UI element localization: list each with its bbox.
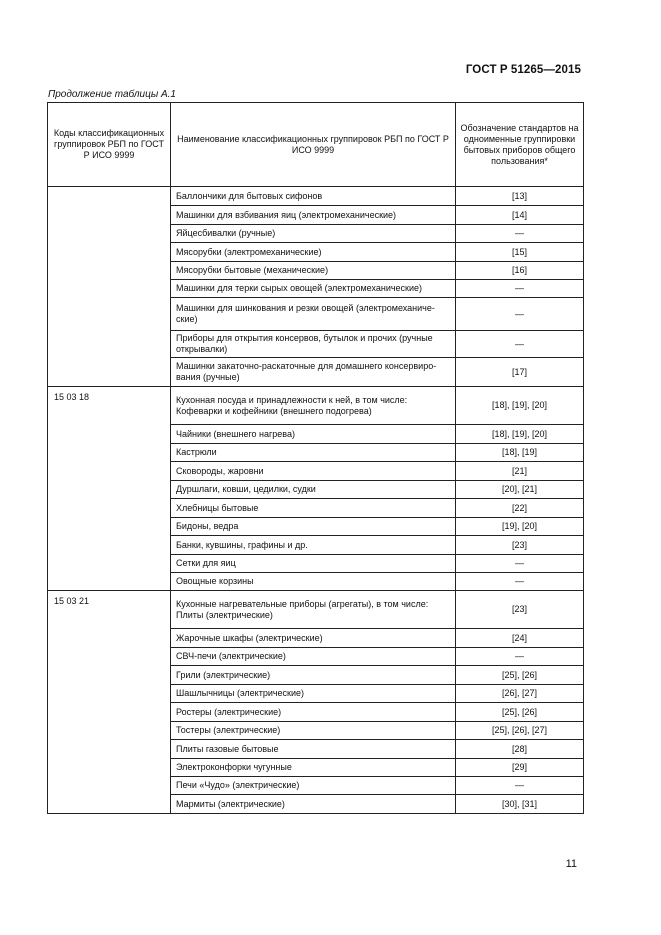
item-name: Яйцесбивалки (ручные) bbox=[171, 224, 455, 242]
item-standard-ref: — bbox=[456, 572, 583, 590]
item-name: Баллончики для бытовых сифонов bbox=[176, 190, 323, 201]
item-standard-ref: [13] bbox=[511, 190, 527, 201]
item-name: Кухонная посуда и принадлежности к ней, в том числе: Кофеварки и кофейники (внешнего подогрева) bbox=[176, 394, 408, 416]
item-name: Приборы для открытия консервов, бутылок и прочих (ручные открывалки) bbox=[171, 330, 455, 357]
column-header-names: Наименование классификационных группировок РБП по ГОСТ Р ИСО 9999 bbox=[171, 103, 456, 187]
group-code-cell bbox=[48, 187, 171, 387]
group-names-cell bbox=[171, 187, 456, 387]
item-name: Дуршлаги, ковши, цедилки, судки bbox=[171, 480, 455, 498]
item-standard-ref: [26], [27] bbox=[456, 684, 583, 702]
item-standard-ref: [14] bbox=[456, 205, 583, 224]
table-body bbox=[48, 187, 584, 814]
classification-table-wrapper bbox=[47, 102, 583, 814]
item-standard-ref: [21] bbox=[456, 461, 583, 480]
item-standard-ref: [23] bbox=[511, 604, 527, 614]
table-group-row bbox=[48, 387, 584, 591]
item-standard-ref: [20], [21] bbox=[456, 480, 583, 498]
item-standard-ref: — bbox=[456, 647, 583, 665]
item-name: Мясорубки (электромеханические) bbox=[171, 242, 455, 261]
item-name: Плиты газовые бытовые bbox=[171, 739, 455, 758]
table-group-row bbox=[48, 187, 584, 387]
item-standard-ref: — bbox=[456, 554, 583, 572]
item-standard-ref: [25], [26] bbox=[456, 702, 583, 721]
item-name: Мармиты (электрические) bbox=[171, 794, 455, 813]
group-code: 15 03 21 bbox=[54, 596, 90, 606]
item-name: Кастрюли bbox=[171, 443, 455, 461]
item-name: Хлебницы бытовые bbox=[171, 498, 455, 517]
item-name: Машинки для терки сырых овощей (электромеханические) bbox=[171, 279, 455, 297]
item-name: Тостеры (электрические) bbox=[171, 721, 455, 739]
group-code-cell bbox=[48, 591, 171, 814]
item-name: Шашлычницы (электрические) bbox=[171, 684, 455, 702]
item-name: Ростеры (электрические) bbox=[171, 702, 455, 721]
item-standard-ref: [16] bbox=[456, 261, 583, 279]
item-name: Бидоны, ведра bbox=[171, 517, 455, 535]
group-code: 15 03 18 bbox=[54, 392, 90, 402]
item-name: Чайники (внешнего нагрева) bbox=[171, 424, 455, 443]
item-name: Машинки для взбивания яиц (электромеханические) bbox=[171, 205, 455, 224]
item-standard-ref: — bbox=[456, 279, 583, 297]
table-group-row bbox=[48, 591, 584, 814]
item-name: Банки, кувшины, графины и др. bbox=[171, 535, 455, 554]
item-name: Сковороды, жаровни bbox=[171, 461, 455, 480]
column-header-standards: Обозначение стандартов на одноименные группировки бытовых приборов общего пользования* bbox=[456, 103, 584, 187]
item-name: Мясорубки бытовые (механические) bbox=[171, 261, 455, 279]
item-name: Машинки закаточно-раскаточные для домашнего консервиро-вания (ручные) bbox=[171, 357, 455, 386]
document-code: ГОСТ Р 51265—2015 bbox=[465, 64, 581, 76]
item-standard-ref: — bbox=[456, 330, 583, 357]
item-standard-ref: [22] bbox=[456, 498, 583, 517]
item-standard-ref: [25], [26] bbox=[456, 665, 583, 684]
column-header-codes: Коды классификационных группировок РБП по ГОСТ Р ИСО 9999 bbox=[48, 103, 171, 187]
item-standard-ref: — bbox=[456, 776, 583, 794]
page-number: 11 bbox=[565, 858, 577, 870]
group-names-cell bbox=[171, 387, 456, 591]
item-name: Машинки для шинкования и резки овощей (электромеханиче-ские) bbox=[171, 297, 455, 330]
group-refs-cell bbox=[456, 187, 584, 387]
item-standard-ref: [18], [19], [20] bbox=[456, 424, 583, 443]
item-name: Печи «Чудо» (электрические) bbox=[171, 776, 455, 794]
item-name: Грили (электрические) bbox=[171, 665, 455, 684]
item-standard-ref: [28] bbox=[456, 739, 583, 758]
item-standard-ref: [17] bbox=[456, 357, 583, 386]
group-code-cell bbox=[48, 387, 171, 591]
item-name: Овощные корзины bbox=[171, 572, 455, 590]
item-standard-ref: [15] bbox=[456, 242, 583, 261]
item-standard-ref: [23] bbox=[456, 535, 583, 554]
item-name: Сетки для яиц bbox=[171, 554, 455, 572]
item-name: Электроконфорки чугунные bbox=[171, 758, 455, 776]
item-name: СВЧ-печи (электрические) bbox=[171, 647, 455, 665]
item-name: Кухонные нагревательные приборы (агрегаты), в том числе: Плиты (электрические) bbox=[176, 598, 429, 620]
item-standard-ref: [30], [31] bbox=[456, 794, 583, 813]
group-names-cell bbox=[171, 591, 456, 814]
item-standard-ref: — bbox=[456, 224, 583, 242]
table-header-row bbox=[48, 103, 584, 187]
group-refs-cell bbox=[456, 591, 584, 814]
item-standard-ref: [19], [20] bbox=[456, 517, 583, 535]
item-standard-ref: — bbox=[456, 297, 583, 330]
group-refs-cell bbox=[456, 387, 584, 591]
table-caption: Продолжение таблицы А.1 bbox=[48, 89, 176, 100]
item-standard-ref: [18], [19] bbox=[456, 443, 583, 461]
item-standard-ref: [25], [26], [27] bbox=[456, 721, 583, 739]
item-standard-ref: [24] bbox=[456, 628, 583, 647]
item-standard-ref: [29] bbox=[456, 758, 583, 776]
item-name: Жарочные шкафы (электрические) bbox=[171, 628, 455, 647]
classification-table bbox=[47, 102, 584, 814]
item-standard-ref: [18], [19], [20] bbox=[491, 400, 548, 410]
